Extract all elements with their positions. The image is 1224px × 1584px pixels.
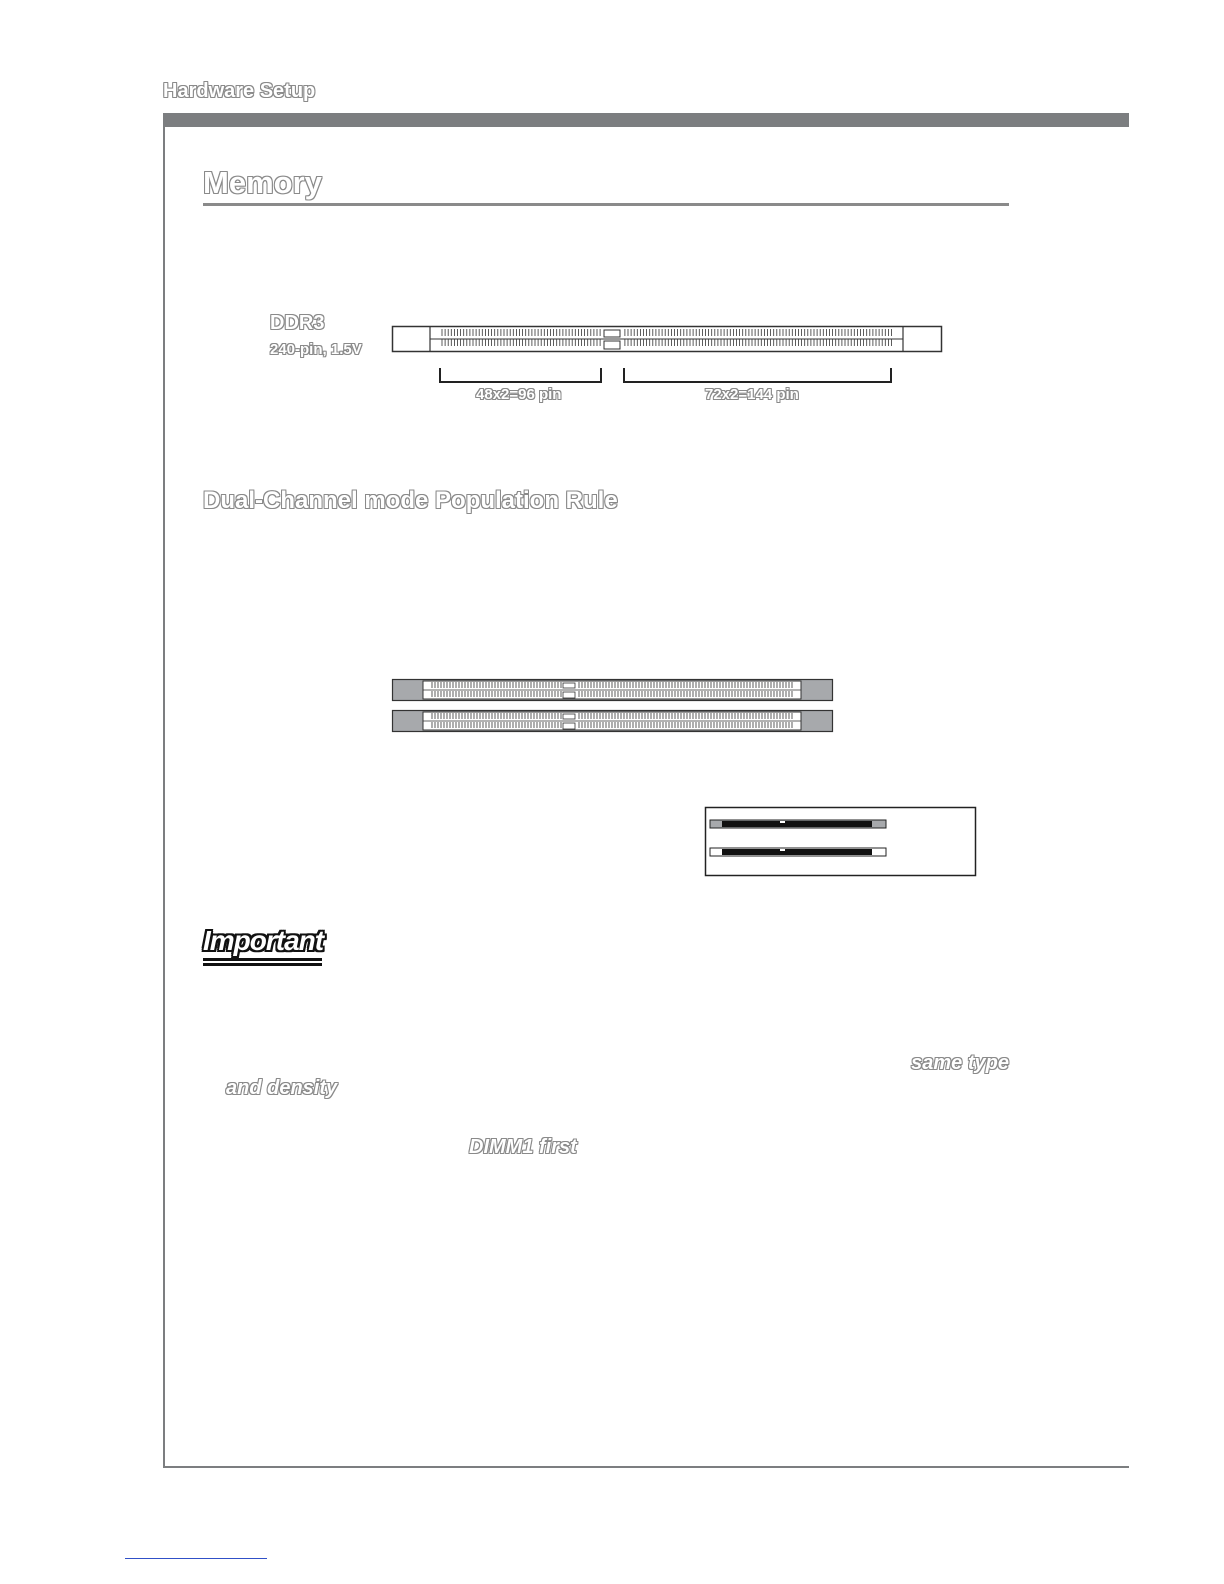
legend-slot-empty — [710, 848, 886, 856]
emphasis-dimm1-first: DIMM1 first — [469, 1136, 577, 1158]
memory-title: Memory — [203, 165, 322, 200]
right-pin-count: 72x2=144 pin — [705, 386, 799, 403]
bottom-page-rule — [163, 1466, 1129, 1468]
dimm-slot-2 — [393, 711, 833, 732]
left-page-rule — [163, 113, 165, 1468]
right-pin-bracket — [624, 368, 891, 382]
left-pin-bracket — [440, 368, 601, 382]
footer-link-underline[interactable] — [125, 1558, 267, 1559]
section-header: Hardware Setup — [163, 80, 316, 102]
important-underline-1 — [203, 958, 322, 961]
memory-title-underline — [203, 203, 1009, 206]
dimm-slot-1 — [393, 680, 833, 701]
emphasis-and-density: and density — [226, 1077, 338, 1099]
important-underline-2 — [203, 963, 322, 966]
ddr3-label: DDR3 — [270, 312, 325, 334]
dimm-slots-diagram — [390, 677, 835, 735]
important-title: Important — [203, 925, 324, 956]
emphasis-same-type: same type — [911, 1052, 1009, 1074]
module-notch-top — [604, 330, 620, 337]
slot-legend-box — [704, 806, 978, 878]
legend-slot-filled — [710, 820, 886, 828]
left-pin-count: 48x2=96 pin — [476, 386, 562, 403]
module-notch-bottom — [604, 341, 620, 349]
ddr3-module-diagram — [390, 324, 945, 406]
header-bar — [163, 113, 1129, 127]
ddr3-spec: 240-pin, 1.5V — [270, 341, 362, 358]
dual-channel-title: Dual-Channel mode Population Rule — [203, 487, 618, 514]
